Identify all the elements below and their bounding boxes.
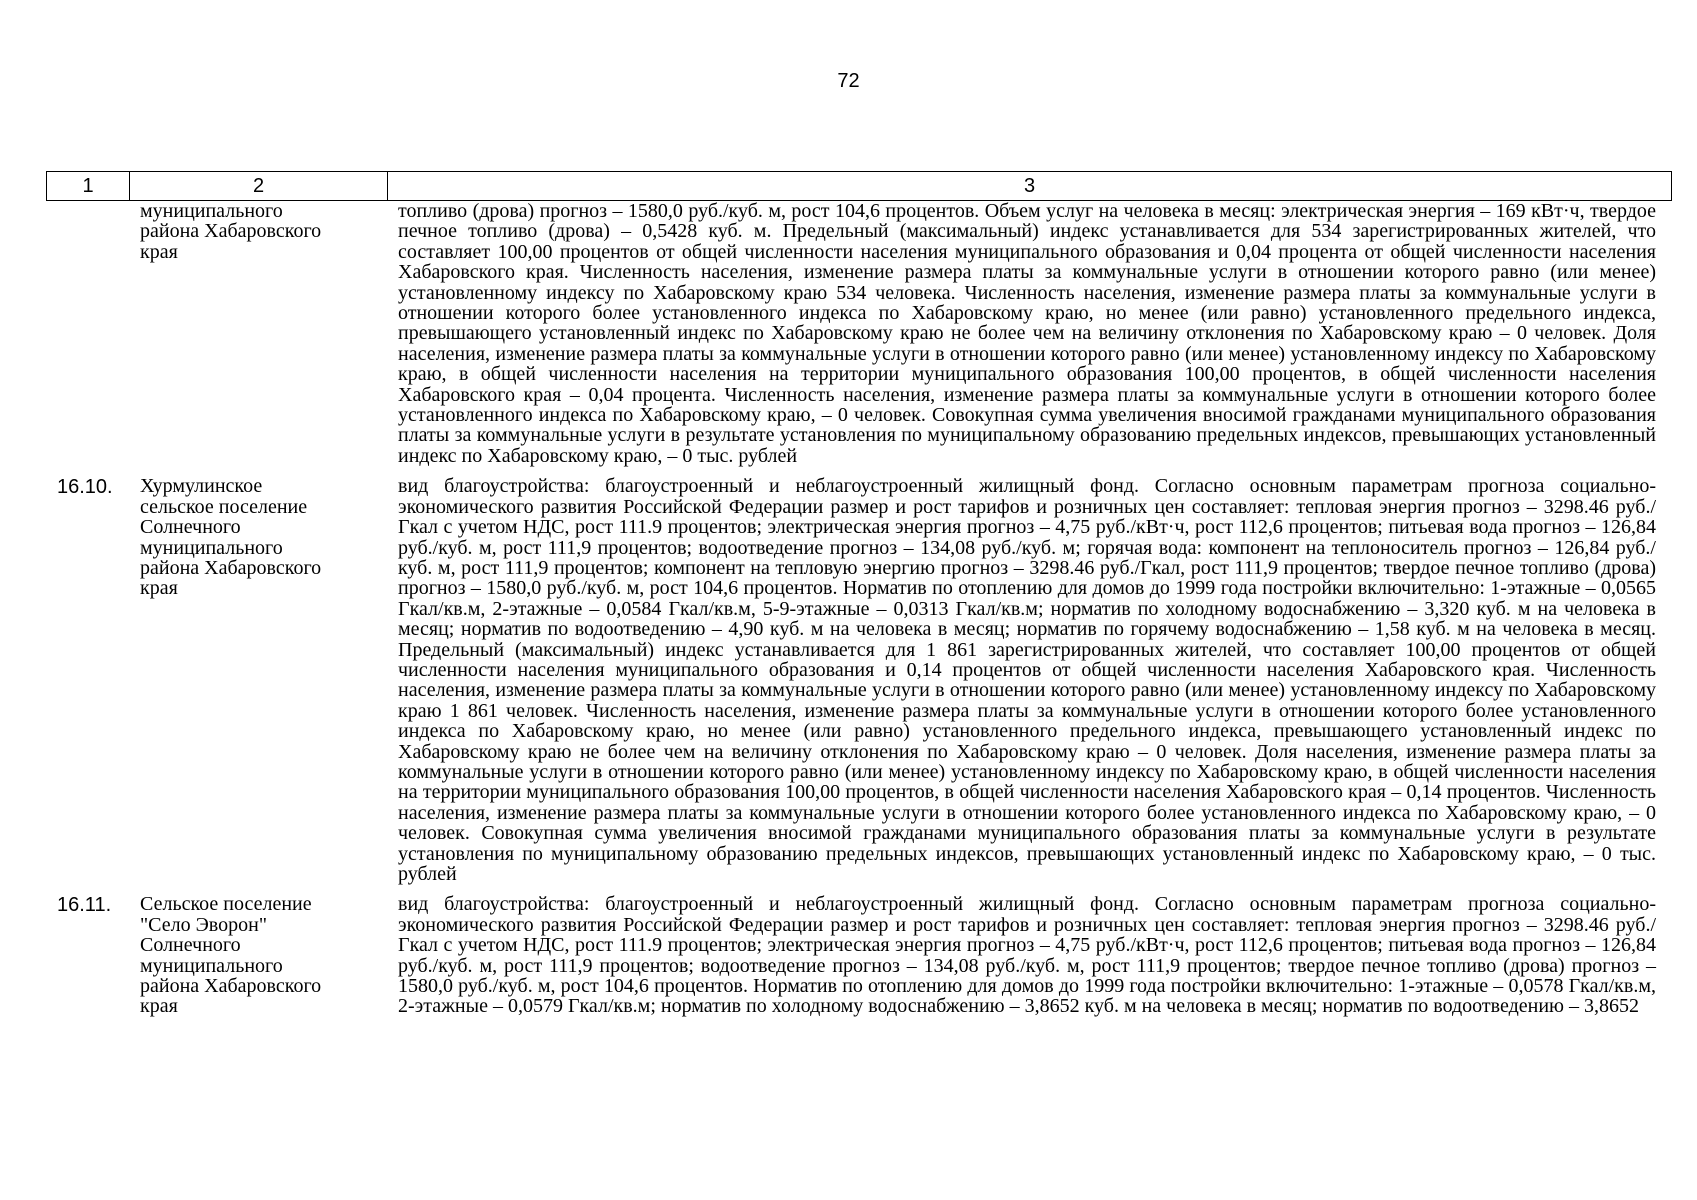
settlement-name: Хурмулинское сельское поселение Солнечного муниципального района Хабаровского края	[140, 475, 322, 600]
row-number: 16.11.	[57, 894, 112, 917]
row-description: вид благоустройства: благоустроенный и неблагоустроенный жилищный фонд. Согласно основным параметрам прогноза социально-экономического развития Российской Федерации размер и рост тарифов и розничных цен составляет: тепловая энергия прогноз – 3298.46 руб./Гкал с учетом НДС, рост 111.9 процентов; электрическая энергия прогноз – 4,75 руб./кВт·ч, рост 112,6 процентов; питьевая вода прогноз – 126,84 руб./куб. м, рост 111,9 процентов; водоотведение прогноз – 134,08 руб./куб. м, рост 111,9 процентов; твердое печное топливо (дрова) прогноз – 1580,0 руб./куб. м, рост 104,6 процентов. Норматив по отоплению для домов до 1999 года постройки включительно: 1-этажные – 0,0578 Гкал/кв.м, 2-этажные – 0,0579 Гкал/кв.м; норматив по холодному водоснабжению – 3,8652 куб. м на человека в месяц; норматив по водоотведению – 3,8652	[398, 893, 1656, 1018]
settlement-name: Сельское поселение "Село Эворон" Солнечного муниципального района Хабаровского края	[140, 893, 322, 1018]
page-number: 72	[837, 70, 860, 92]
row-description: вид благоустройства: благоустроенный и неблагоустроенный жилищный фонд. Согласно основным параметрам прогноза социально-экономического развития Российской Федерации размер и рост тарифов и розничных цен составляет: тепловая энергия прогноз – 3298.46 руб./Гкал с учетом НДС, рост 111.9 процентов; электрическая энергия прогноз – 4,75 руб./кВт·ч, рост 112,6 процентов; питьевая вода прогноз – 126,84 руб./куб. м, рост 111,9 процентов; водоотведение прогноз – 134,08 руб./куб. м; горячая вода: компонент на теплоноситель прогноз – 126,84 руб./куб. м, рост 111,9 процентов; компонент на тепловую энергию прогноз – 3298.46 руб./Гкал, рост 111,9 процентов; твердое печное топливо (дрова) прогноз – 1580,0 руб./куб. м, рост 104,6 процентов. Норматив по отоплению для домов до 1999 года постройки включительно: 1-этажные – 0,0565 Гкал/кв.м, 2-этажные – 0,0584 Гкал/кв.м, 5-9-этажные – 0,0313 Гкал/кв.м; норматив по холодному водоснабжению – 3,320 куб. м на человека в месяц; норматив по водоотведению – 4,90 куб. м на человека в месяц; норматив по горячему водоснабжению – 1,58 куб. м на человека в месяц. Предельный (максимальный) индекс устанавливается для 1 861 зарегистрированных жителей, что составляет 100,00 процентов от общей численности населения муниципального образования и 0,14 процентов от общей численности населения Хабаровского края. Численность населения, изменение размера платы за коммунальные услуги в отношении которого равно (или менее) установленному индексу по Хабаровскому краю 1 861 человек. Численность населения, изменение размера платы за коммунальные услуги в отношении которого более установленного индекса по Хабаровскому краю, но менее (или равно) установленного предельного индекса, превышающего установленный индекс по Хабаровскому краю не более чем на величину отклонения по Хабаровскому краю – 0 человек. Доля населения, изменение размера платы за коммунальные услуги в отношении которого равно (или менее) установленному индексу по Хабаровскому краю, в общей численности населения на территории муниципального образования 100,00 процентов, в общей численности населения Хабаровского края – 0,14 процентов. Численность населения, изменение размера платы за коммунальные услуги в отношении которого более установленного индекса по Хабаровскому краю, – 0 человек. Совокупная сумма увеличения вносимой гражданами муниципального образования платы за коммунальные услуги в результате установления по муниципальному образованию предельных индексов, превышающих установленный индекс по Хабаровскому краю, – 0 тыс. рублей	[398, 475, 1656, 885]
column-header-3: 3	[387, 172, 1671, 200]
table-header-row	[46, 171, 1672, 201]
data-table	[46, 171, 1672, 1017]
row-number: 16.10.	[57, 476, 113, 499]
table-row	[46, 894, 1672, 1016]
settlement-name: муниципального района Хабаровского края	[140, 200, 322, 263]
column-header-2: 2	[129, 172, 387, 200]
table-row	[46, 476, 1672, 884]
table-row	[46, 201, 1672, 466]
column-header-1: 1	[82, 174, 94, 197]
row-description: топливо (дрова) прогноз – 1580,0 руб./куб. м, рост 104,6 процентов. Объем услуг на человека в месяц: электрическая энергия – 169 кВт·ч, твердое печное топливо (дрова) – 0,5428 куб. м. Предельный (максимальный) индекс устанавливается для 534 зарегистрированных жителей, что составляет 100,00 процентов от общей численности населения муниципального образования и 0,04 процента от общей численности населения Хабаровского края. Численность населения, изменение размера платы за коммунальные услуги в отношении которого равно (или менее) установленному индексу по Хабаровскому краю 534 человека. Численность населения, изменение размера платы за коммунальные услуги в отношении которого более установленного индекса по Хабаровскому краю, но менее (или равно) установленного предельного индекса, превышающего установленный индекс по Хабаровскому краю не более чем на величину отклонения по Хабаровскому краю – 0 человек. Доля населения, изменение размера платы за коммунальные услуги в отношении которого равно (или менее) установленному индексу по Хабаровскому краю, в общей численности населения на территории муниципального образования 100,00 процентов, в общей численности населения Хабаровского края – 0,04 процента. Численность населения, изменение размера платы за коммунальные услуги в отношении которого более установленного индекса по Хабаровскому краю, – 0 человек. Совокупная сумма увеличения вносимой гражданами муниципального образования платы за коммунальные услуги в результате установления по муниципальному образованию предельных индексов, превышающих установленный индекс по Хабаровскому краю, – 0 тыс. рублей	[398, 200, 1656, 467]
